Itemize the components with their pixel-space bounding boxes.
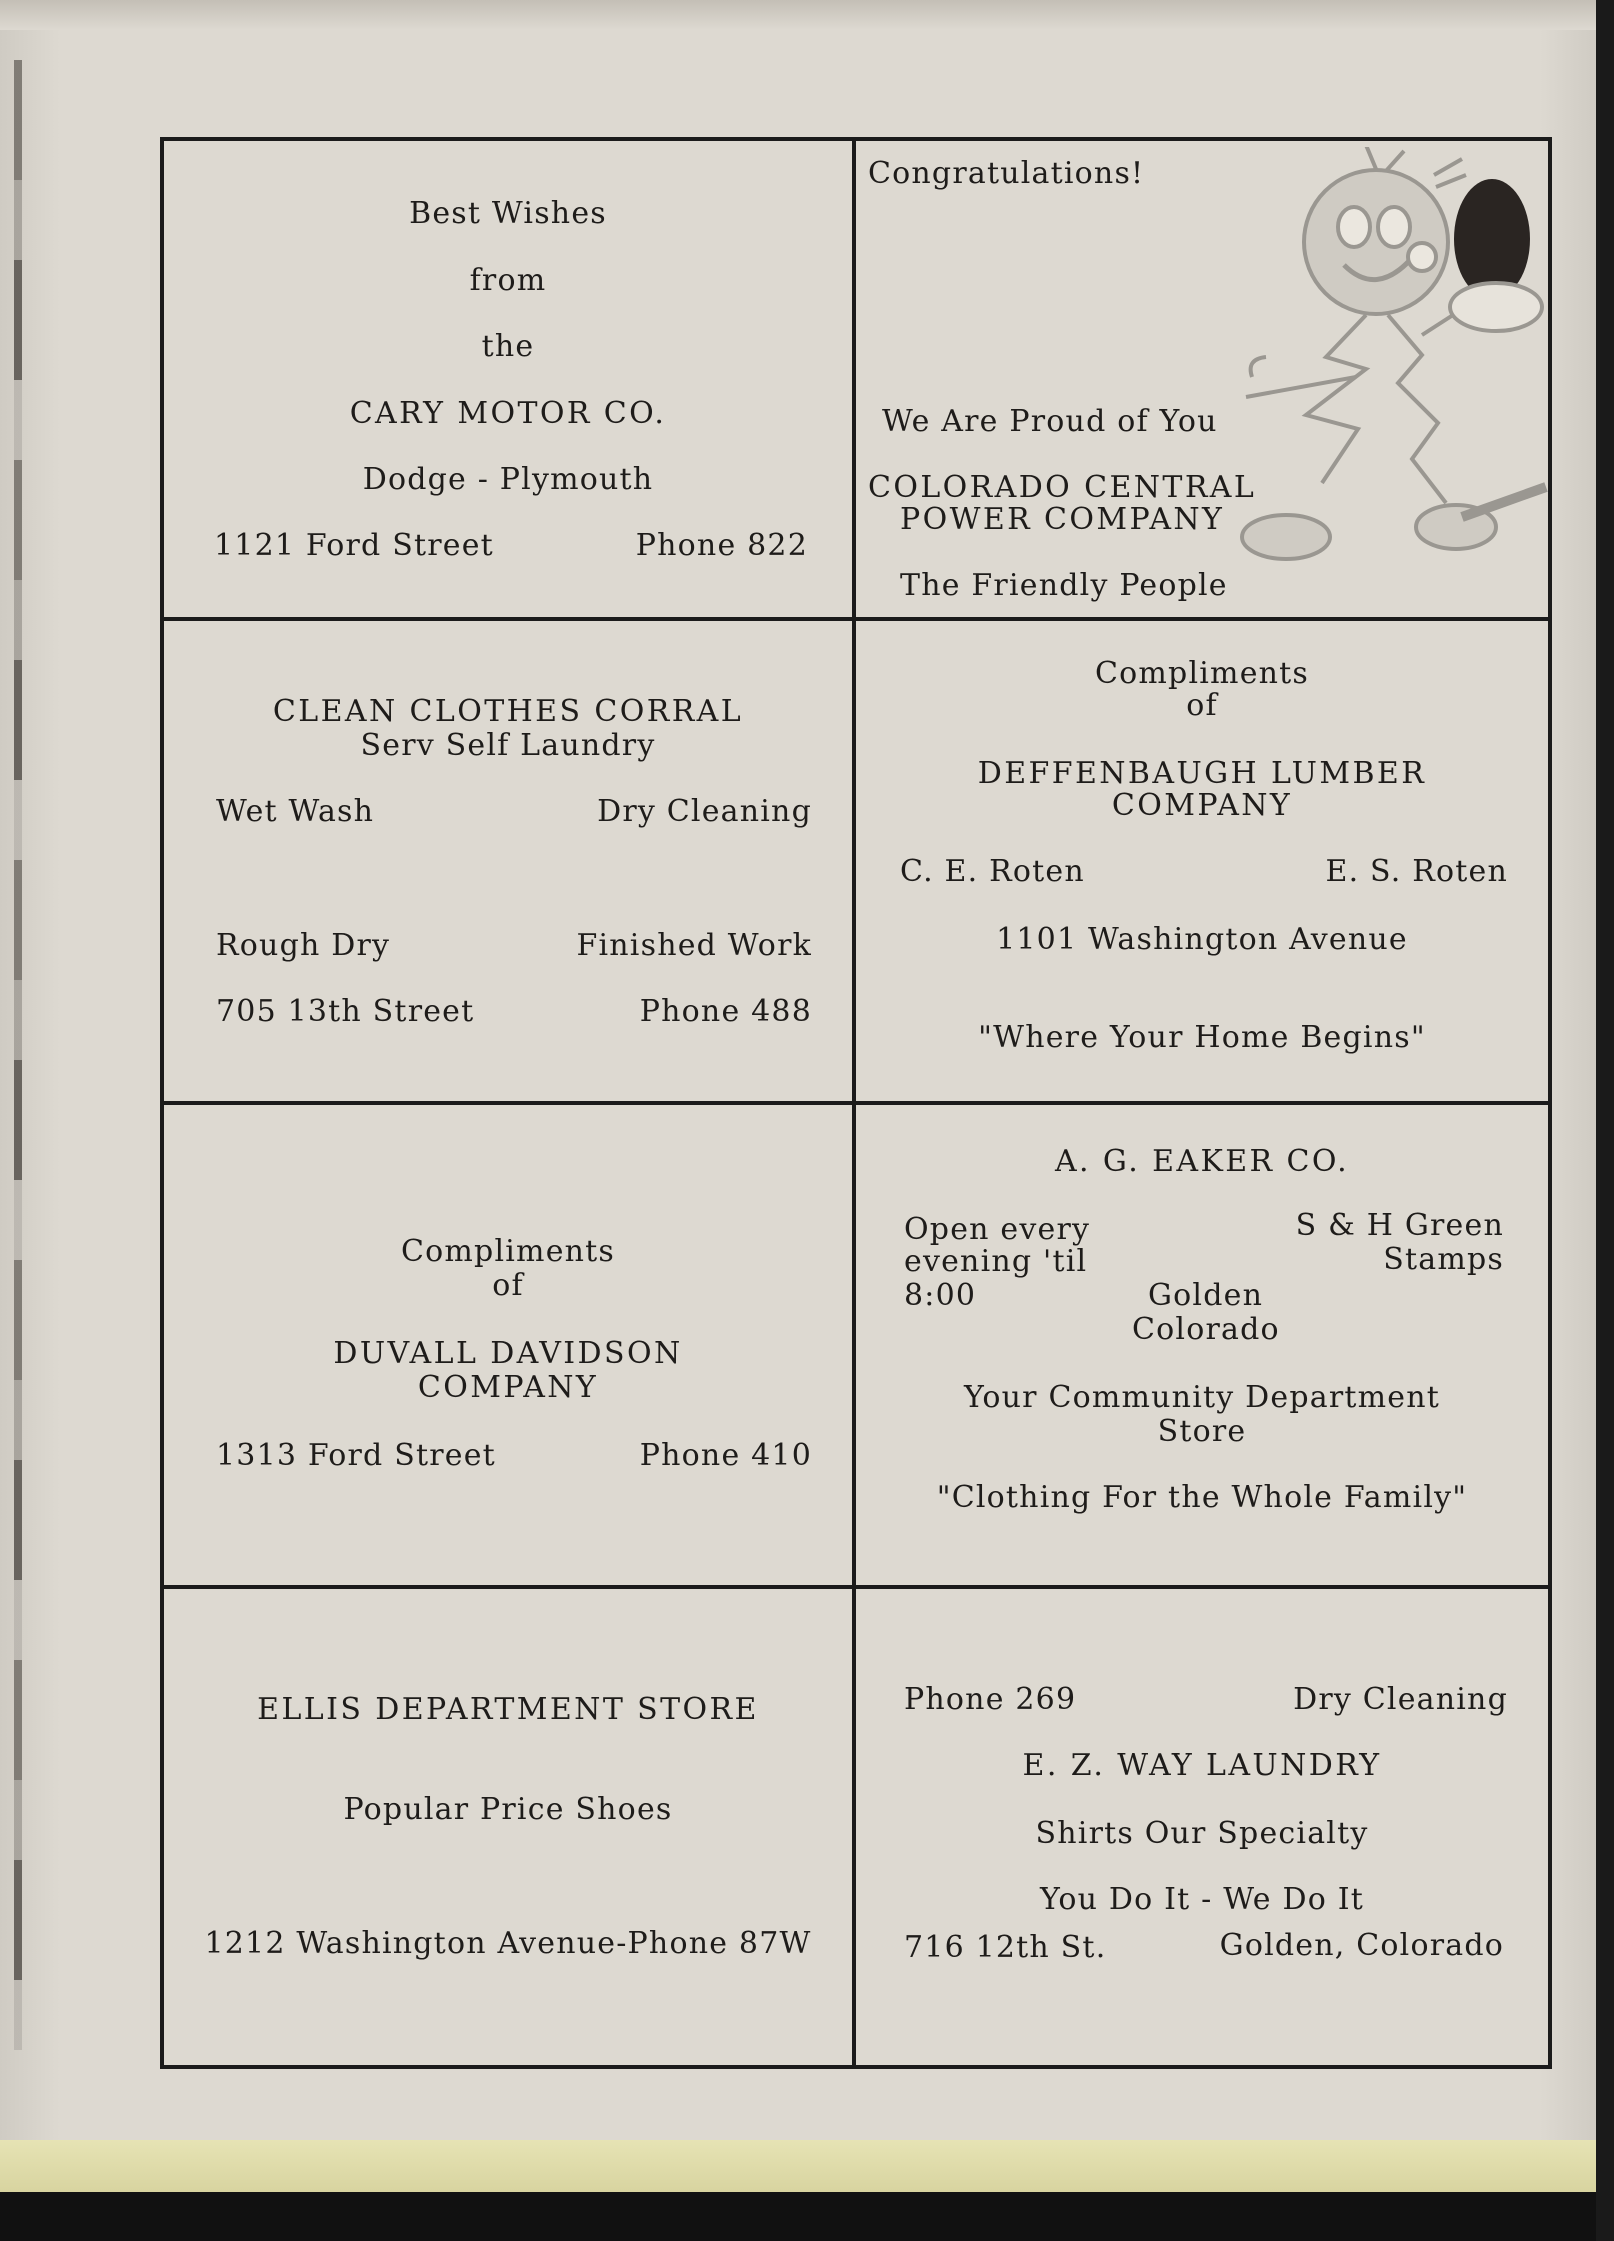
ad-text: of — [1186, 688, 1218, 723]
address: 705 13th Street — [216, 994, 475, 1029]
ad-text: Best Wishes — [409, 196, 607, 231]
ad-deffenbaugh-lumber — [856, 621, 1548, 1105]
person: E. S. Roten — [1325, 854, 1508, 889]
hours: 8:00 — [904, 1278, 977, 1313]
hours: evening 'til — [904, 1244, 1088, 1279]
address: 1212 Washington Avenue-Phone 87W — [204, 1926, 812, 1961]
city: Golden — [1148, 1278, 1264, 1313]
ad-text: Your Community Department — [963, 1380, 1440, 1415]
stamps: Stamps — [1383, 1242, 1504, 1277]
ad-text: the — [481, 329, 535, 364]
ad-text: Store — [1157, 1414, 1247, 1449]
phone: Phone 488 — [639, 994, 812, 1029]
hours: Open every — [904, 1212, 1091, 1247]
stamps: S & H Green — [1295, 1208, 1504, 1243]
scanner-edge — [1596, 0, 1614, 2241]
address: 1121 Ford Street — [214, 528, 494, 563]
ad-clean-clothes-corral — [164, 621, 856, 1105]
binding-edge — [14, 60, 22, 2050]
person: C. E. Roten — [900, 854, 1085, 889]
business-name: POWER COMPANY — [900, 502, 1225, 537]
ad-text: Compliments — [400, 1234, 616, 1269]
reddy-kilowatt-icon — [1226, 147, 1556, 587]
ad-text: We Are Proud of You — [882, 404, 1218, 439]
ad-ez-way-laundry — [856, 1589, 1548, 2065]
business-name: E. Z. WAY LAUNDRY — [1022, 1748, 1382, 1783]
address: 1313 Ford Street — [216, 1438, 496, 1473]
page-top-shadow — [0, 0, 1596, 30]
address: 716 12th St. — [904, 1930, 1107, 1965]
business-name: COMPANY — [1111, 788, 1293, 823]
service: Wet Wash — [216, 794, 375, 829]
phone: Phone 410 — [639, 1438, 812, 1473]
city: Golden, Colorado — [1219, 1928, 1504, 1963]
business-name: COLORADO CENTRAL — [868, 470, 1257, 505]
ad-ag-eaker — [856, 1105, 1548, 1589]
slogan: "Where Your Home Begins" — [978, 1020, 1426, 1055]
phone: Phone 269 — [904, 1682, 1077, 1717]
ad-text: Popular Price Shoes — [343, 1792, 673, 1827]
ad-text: You Do It - We Do It — [1039, 1882, 1365, 1917]
slogan: The Friendly People — [900, 568, 1228, 603]
phone: Phone 822 — [635, 528, 808, 563]
business-name: COMPANY — [417, 1370, 599, 1405]
slogan: "Clothing For the Whole Family" — [936, 1480, 1468, 1515]
service: Dry Cleaning — [597, 794, 812, 829]
business-name: CARY MOTOR CO. — [349, 396, 667, 431]
city: Colorado — [1132, 1312, 1280, 1347]
business-name: CLEAN CLOTHES CORRAL — [272, 694, 744, 729]
service: Rough Dry — [216, 928, 391, 963]
ad-ellis-department-store — [164, 1589, 856, 2065]
address: 1101 Washington Avenue — [996, 922, 1408, 957]
ad-colorado-central-power — [856, 141, 1548, 621]
ad-duvall-davidson — [164, 1105, 856, 1589]
business-name: DEFFENBAUGH LUMBER — [977, 756, 1427, 791]
headline: Congratulations! — [868, 156, 1145, 191]
ad-text: from — [469, 263, 547, 298]
business-name: A. G. EAKER CO. — [1054, 1144, 1350, 1179]
ad-text: of — [492, 1268, 524, 1303]
service: Finished Work — [576, 928, 812, 963]
ad-text: Serv Self Laundry — [360, 728, 656, 763]
ad-cary-motor — [164, 141, 856, 621]
business-name: DUVALL DAVIDSON — [333, 1336, 683, 1371]
ad-text: Compliments — [1094, 656, 1310, 691]
ad-grid — [160, 137, 1552, 2069]
service: Dry Cleaning — [1293, 1682, 1508, 1717]
page-bottom-edge — [0, 2140, 1596, 2192]
ad-text: Dodge - Plymouth — [362, 462, 654, 497]
ad-text: Shirts Our Specialty — [1035, 1816, 1369, 1851]
business-name: ELLIS DEPARTMENT STORE — [257, 1692, 759, 1727]
